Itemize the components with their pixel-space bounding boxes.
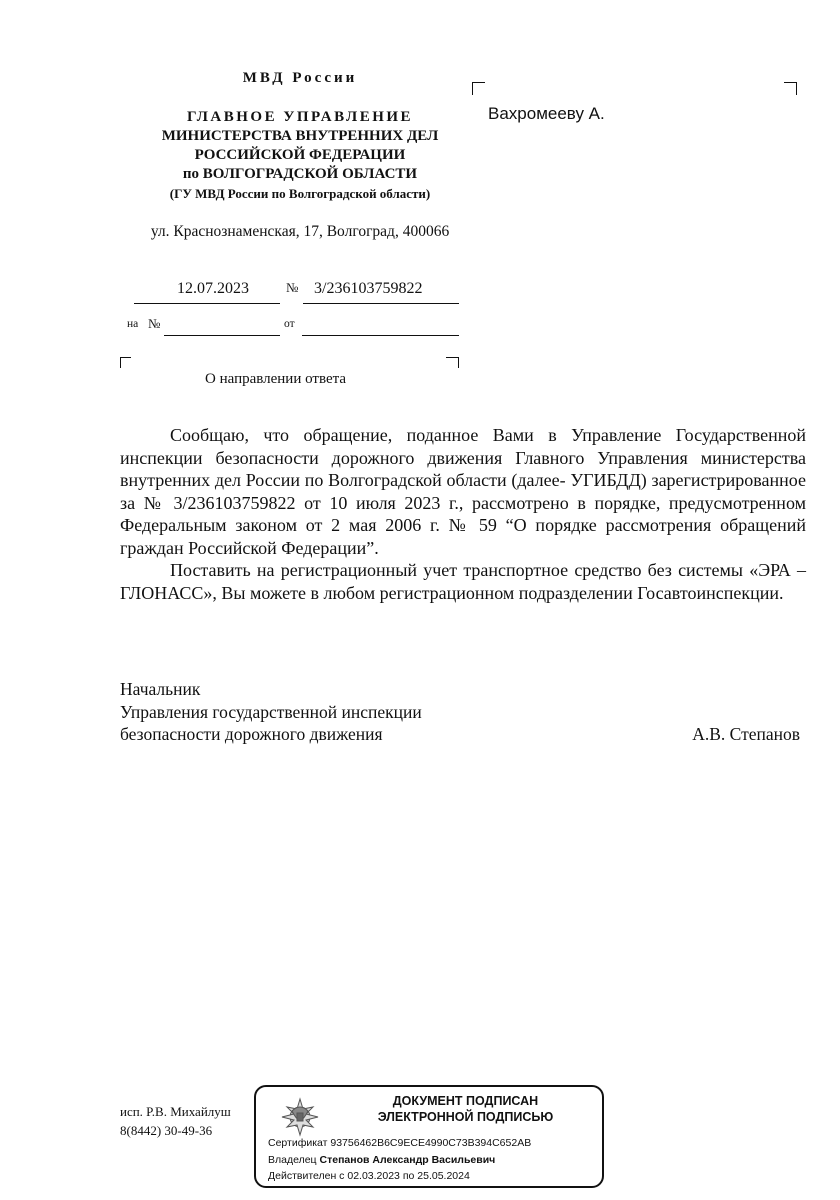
certificate-label: Сертификат	[268, 1137, 328, 1149]
stamp-title-line2: ЭЛЕКТРОННОЙ ПОДПИСЬЮ	[377, 1110, 554, 1124]
department-header-line1: ГЛАВНОЕ УПРАВЛЕНИЕ	[186, 109, 414, 125]
registration-date: 12.07.2023	[177, 280, 249, 297]
recipient-corner-right	[784, 82, 797, 95]
stamp-title	[338, 1093, 593, 1125]
letter-body	[120, 424, 806, 604]
ministry-title: МВД России	[242, 70, 358, 86]
signer-position-line1: Начальник	[120, 679, 201, 699]
number-underline	[303, 303, 459, 304]
department-header	[110, 108, 490, 203]
stamp-owner	[268, 1154, 495, 1166]
signer-name: А.В. Степанов	[692, 724, 800, 744]
owner-label: Владелец	[268, 1154, 317, 1166]
executor-phone: 8(8442) 30-49-36	[120, 1123, 213, 1138]
number-label: №	[286, 280, 299, 295]
signer-position-line2: Управления государственной инспекции	[120, 701, 422, 722]
stamp-validity: Действителен с 02.03.2023 по 25.05.2024	[268, 1170, 470, 1182]
date-underline	[134, 303, 280, 304]
executor-name: исп. Р.В. Михайлуш	[120, 1104, 231, 1119]
recipient-corner-left	[472, 82, 485, 95]
owner-value: Степанов Александр Васильевич	[319, 1154, 496, 1166]
department-header-line2: МИНИСТЕРСТВА ВНУТРЕННИХ ДЕЛ	[161, 128, 439, 144]
certificate-value: 93756462B6C9ECE4990C73B394C652AB	[330, 1137, 532, 1149]
executor-info	[120, 1102, 231, 1140]
letter-subject: О направлении ответа	[205, 371, 347, 387]
department-short-name: (ГУ МВД России по Волгоградской области)	[169, 186, 431, 201]
police-emblem-icon	[274, 1093, 326, 1139]
signature-block	[120, 678, 810, 746]
reply-number-underline	[164, 335, 280, 336]
stamp-certificate	[268, 1137, 531, 1149]
body-paragraph-2: Поставить на регистрационный учет транспортное средство без системы «ЭРА – ГЛОНАСС», Вы можете в любом регистрационном подразделении Госавтоинспекции.	[120, 560, 806, 603]
reply-on-number-label: №	[148, 316, 161, 331]
reply-from-label: от	[284, 318, 295, 330]
recipient-name: Вахромееву А.	[488, 104, 605, 123]
body-paragraph-1: Сообщаю, что обращение, поданное Вами в Управление Государственной инспекции безопасности дорожного движения Главного Управления министерства внутренних дел России по Волгоградской области (далее- УГИБДД) зарегистрированное за № 3/236103759822 от 10 июля 2023 г., рассмотрено в порядке, предусмотренном Федеральным законом от 2 мая 2006 г. № 59 “О порядке рассмотрения обращений граждан Российской Федерации”.	[120, 425, 806, 558]
subject-corner-left	[120, 357, 131, 368]
department-header-line4: по ВОЛГОГРАДСКОЙ ОБЛАСТИ	[182, 166, 418, 182]
registration-number: 3/236103759822	[314, 280, 423, 297]
department-header-line3: РОССИЙСКОЙ ФЕДЕРАЦИИ	[194, 147, 406, 163]
stamp-title-line1: ДОКУМЕНТ ПОДПИСАН	[392, 1094, 539, 1108]
reply-date-underline	[302, 335, 459, 336]
reply-on-label: на	[127, 318, 139, 330]
department-address: ул. Краснознаменская, 17, Волгоград, 400066	[150, 223, 450, 240]
signer-position-line3: безопасности дорожного движения	[120, 724, 383, 744]
electronic-signature-stamp	[254, 1085, 604, 1188]
subject-corner-right	[446, 357, 459, 368]
